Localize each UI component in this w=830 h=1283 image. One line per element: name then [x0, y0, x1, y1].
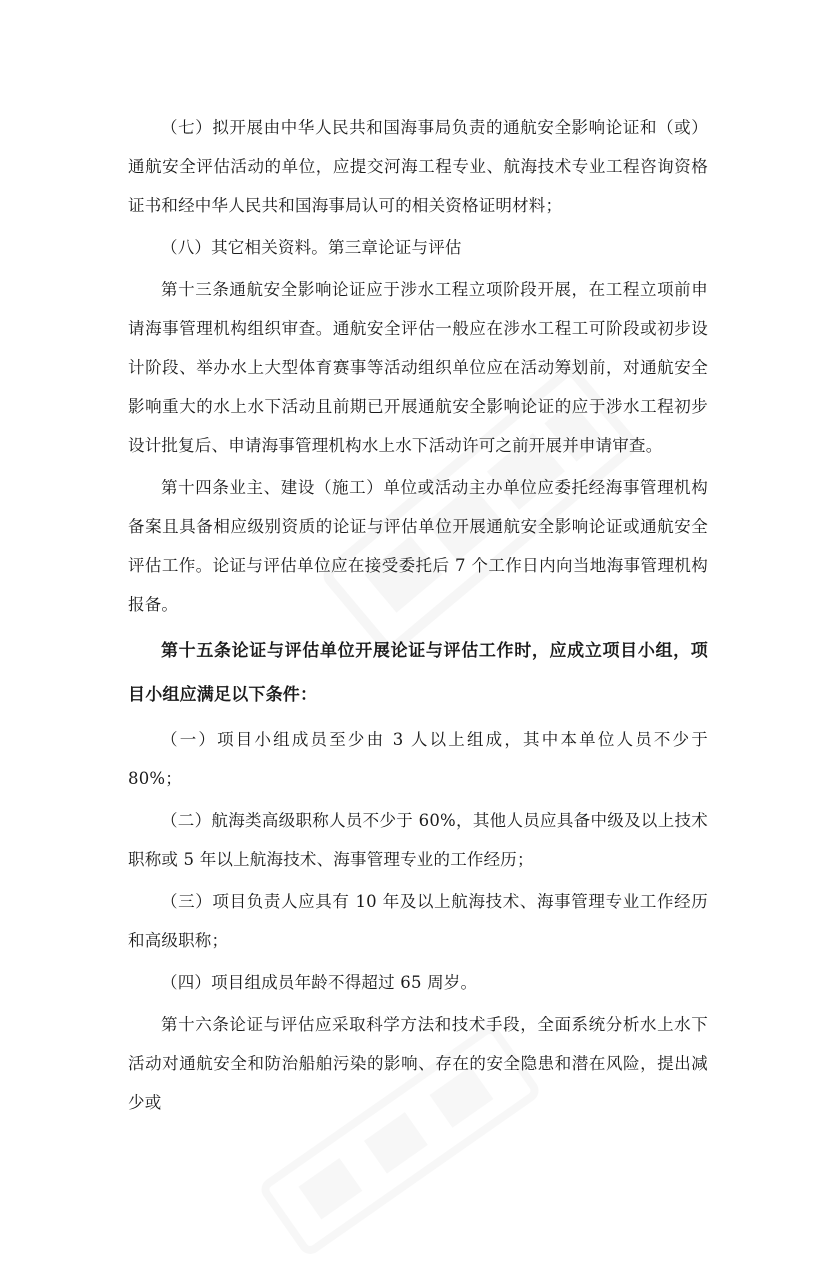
paragraph-item-7: （七）拟开展由中华人民共和国海事局负责的通航安全影响论证和（或）通航安全评估活动的单位，应提交河海工程专业、航海技术专业工程咨询资格证书和经中华人民共和国海事局认可的相关资格证明材料； [128, 118, 708, 215]
paragraph-condition-3: （三）项目负责人应具有 10 年及以上航海技术、海事管理专业工作经历和高级职称； [128, 892, 708, 950]
paragraph-condition-1: （一）项目小组成员至少由 3 人以上组成，其中本单位人员不少于 80%； [128, 730, 708, 788]
document-body [128, 108, 708, 1122]
paragraph-article-13: 第十三条通航安全影响论证应于涉水工程立项阶段开展，在工程立项前申请海事管理机构组织审查。通航安全评估一般应在涉水工程工可阶段或初步设计阶段、举办水上大型体育赛事等活动组织单位应在活动筹划前，对通航安全影响重大的水上水下活动且前期已开展通航安全影响论证的应于涉水工程初步设计批复后、申请海事管理机构水上水下活动许可之前开展并申请审查。 [128, 280, 708, 455]
paragraph-article-15: 第十五条论证与评估单位开展论证与评估工作时，应成立项目小组，项目小组应满足以下条件： [128, 641, 708, 705]
paragraph-article-16: 第十六条论证与评估应采取科学方法和技术手段，全面系统分析水上水下活动对通航安全和防治船舶污染的影响、存在的安全隐患和潜在风险，提出减少或 [128, 1015, 708, 1112]
paragraph-item-8: （八）其它相关资料。第三章论证与评估 [161, 238, 462, 257]
paragraph-article-14: 第十四条业主、建设（施工）单位或活动主办单位应委托经海事管理机构备案且具备相应级别资质的论证与评估单位开展通航安全影响论证或通航安全评估工作。论证与评估单位应在接受委托后 7 个工作日内向当地海事管理机构报备。 [128, 478, 708, 614]
paragraph-condition-4: （四）项目组成员年龄不得超过 65 周岁。 [161, 973, 478, 992]
paragraph-condition-2: （二）航海类高级职称人员不少于 60%，其他人员应具备中级及以上技术职称或 5 年以上航海技术、海事管理专业的工作经历； [128, 811, 708, 869]
